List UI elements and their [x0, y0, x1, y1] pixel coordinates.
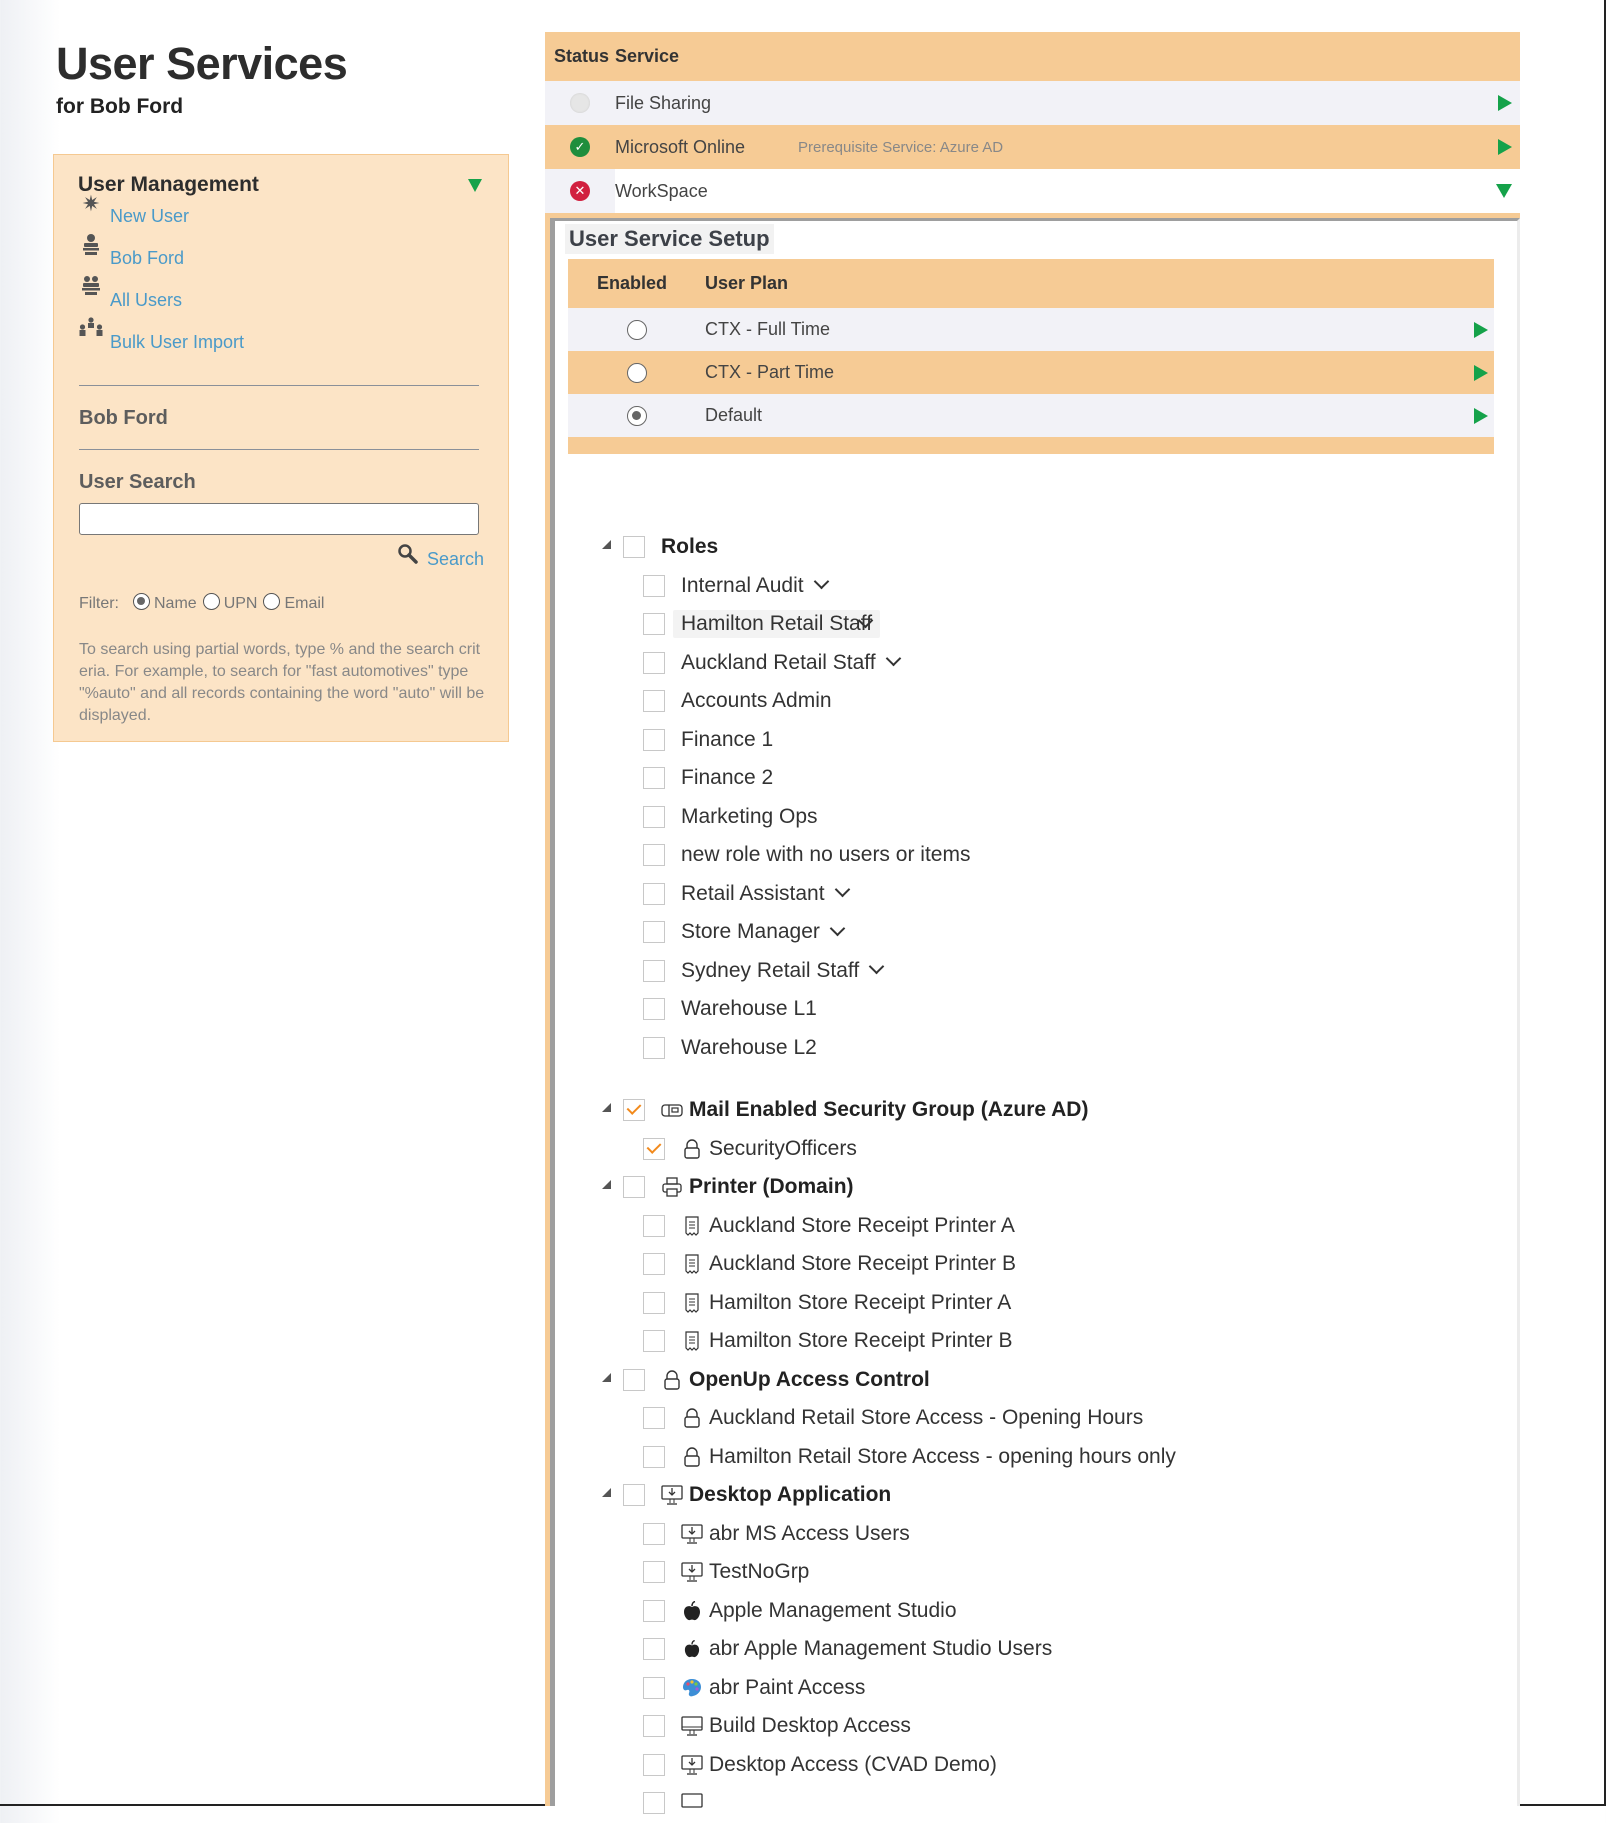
- all-users-label: All Users: [110, 290, 183, 310]
- tree-checkbox[interactable]: [643, 1330, 665, 1352]
- tree-item[interactable]: [590, 1592, 1490, 1631]
- plan-label: CTX - Full Time: [705, 319, 831, 339]
- tree-expand-icon[interactable]: [602, 1373, 611, 1382]
- service-row-file-sharing[interactable]: [545, 81, 1520, 125]
- tree-item[interactable]: [590, 1746, 1490, 1785]
- tree-checkbox[interactable]: [643, 1677, 665, 1699]
- tree-item[interactable]: [590, 567, 1490, 606]
- tree-item-label: Marketing Ops: [681, 804, 818, 828]
- chevron-down-icon[interactable]: [813, 574, 829, 590]
- lock-icon: [681, 1446, 703, 1468]
- tree-item-label: new role with no users or items: [681, 843, 971, 867]
- receipt-icon: [681, 1292, 703, 1314]
- tree-checkbox[interactable]: [643, 1446, 665, 1468]
- tree-item-label: Desktop Access (CVAD Demo): [709, 1752, 997, 1776]
- desktop-download-icon: [681, 1754, 703, 1776]
- tree-item[interactable]: [590, 1029, 1490, 1068]
- new-user-label: New User: [110, 206, 190, 226]
- tree-item[interactable]: [590, 644, 1490, 683]
- tree-item-label: Warehouse L1: [681, 997, 817, 1021]
- tree-checkbox[interactable]: [643, 1253, 665, 1275]
- tree-group-printer[interactable]: [590, 1168, 1490, 1207]
- divider: [79, 385, 479, 386]
- tree-item[interactable]: [590, 990, 1490, 1029]
- plan-row[interactable]: [568, 394, 1494, 437]
- tree-item-label: Accounts Admin: [681, 689, 832, 713]
- tree-item[interactable]: [590, 605, 1490, 644]
- tree-item[interactable]: [590, 682, 1490, 721]
- user-management-panel: [53, 154, 509, 742]
- tree-item-label: Sydney Retail Staff: [681, 958, 860, 982]
- user-search-heading: User Search: [79, 471, 196, 493]
- plan-radio[interactable]: [627, 320, 647, 340]
- tree-item-label: abr Paint Access: [709, 1675, 866, 1699]
- tree-group-roles[interactable]: [590, 528, 1490, 567]
- tree-checkbox[interactable]: [643, 575, 665, 597]
- bob-ford-label: Bob Ford: [110, 248, 185, 268]
- tree-item[interactable]: [590, 1399, 1490, 1438]
- tree-item[interactable]: [590, 798, 1490, 837]
- starburst-icon: ✷: [81, 191, 101, 216]
- tree-item-label: Finance 1: [681, 727, 774, 751]
- filter-email-radio[interactable]: [263, 593, 280, 610]
- desktop-download-icon: [681, 1561, 703, 1583]
- tree-item-label: Store Manager: [681, 920, 820, 944]
- tree-checkbox[interactable]: [643, 652, 665, 674]
- mailbox-icon: [661, 1099, 683, 1121]
- tree-item-label: Auckland Store Receipt Printer B: [709, 1252, 1016, 1276]
- apple-icon: [681, 1638, 703, 1660]
- tree-item[interactable]: [590, 1245, 1490, 1284]
- collapse-arrow-icon[interactable]: [1496, 184, 1512, 198]
- page-title: User Services: [56, 38, 348, 89]
- filter-email-label: Email: [284, 595, 325, 612]
- desktop-download-icon: [681, 1523, 703, 1545]
- user-service-setup-panel: [545, 213, 1520, 1806]
- expand-arrow-icon[interactable]: [1474, 365, 1488, 381]
- tree-item-label: Auckland Retail Staff: [681, 650, 876, 674]
- tree-item-label: Finance 2: [681, 766, 774, 790]
- user-plan-table: [568, 259, 1494, 454]
- filter-upn-label: UPN: [223, 595, 258, 612]
- tree-checkbox[interactable]: [643, 767, 665, 789]
- filter-name-label: Name: [154, 595, 197, 612]
- expand-arrow-icon[interactable]: [1498, 139, 1512, 155]
- tree-checkbox[interactable]: [643, 1523, 665, 1545]
- tree-group-label: Mail Enabled Security Group (Azure AD): [689, 1098, 1089, 1122]
- tree-item-label: Internal Audit: [681, 573, 804, 597]
- tree-expand-icon[interactable]: [602, 1180, 611, 1189]
- plan-radio[interactable]: [627, 363, 647, 383]
- paint-palette-icon: [681, 1677, 703, 1699]
- magnifier-icon: [397, 543, 419, 570]
- setup-title: User Service Setup: [565, 224, 774, 254]
- tree-checkbox[interactable]: [623, 536, 645, 558]
- service-name: WorkSpace: [615, 180, 708, 201]
- page-subtitle: for Bob Ford: [56, 95, 184, 118]
- tree-item-partial[interactable]: [590, 1784, 1490, 1823]
- services-table: [545, 32, 1520, 213]
- tree-checkbox[interactable]: [623, 1369, 645, 1391]
- tree-group-label: Printer (Domain): [689, 1175, 854, 1199]
- bob-ford-link[interactable]: [78, 243, 184, 269]
- tree-checkbox[interactable]: [643, 690, 665, 712]
- tree-expand-icon[interactable]: [602, 1488, 611, 1497]
- tree-item-label: Retail Assistant: [681, 881, 825, 905]
- tree-item-label: Hamilton Retail Store Access - opening hours only: [709, 1444, 1176, 1468]
- tree-item[interactable]: [590, 1515, 1490, 1554]
- tree-item-label: Hamilton Retail Staff: [673, 610, 880, 638]
- tree-item[interactable]: [590, 1630, 1490, 1669]
- tree-item-label: Apple Management Studio: [709, 1598, 957, 1622]
- tree-item[interactable]: [590, 1284, 1490, 1323]
- tree-checkbox[interactable]: [643, 1754, 665, 1776]
- tree-checkbox[interactable]: [643, 729, 665, 751]
- tree-checkbox[interactable]: [643, 613, 665, 635]
- new-user-link[interactable]: [78, 191, 190, 227]
- tree-checkbox[interactable]: [643, 1037, 665, 1059]
- tree-checkbox[interactable]: [643, 1215, 665, 1237]
- tree-item-label: Build Desktop Access: [709, 1714, 911, 1738]
- collapse-triangle-icon[interactable]: [468, 179, 482, 192]
- prerequisite-note: Prerequisite Service: Azure AD: [798, 138, 1004, 156]
- status-inactive-icon: [570, 93, 590, 113]
- tree-checkbox[interactable]: [643, 806, 665, 828]
- tree-checkbox[interactable]: [643, 960, 665, 982]
- tree-item[interactable]: [590, 759, 1490, 798]
- org-chart-icon: [78, 317, 104, 343]
- tree-item-label: SecurityOfficers: [709, 1136, 857, 1160]
- plan-table-header: [568, 259, 1494, 308]
- filter-name-radio[interactable]: [133, 593, 150, 610]
- tree-item[interactable]: [590, 875, 1490, 914]
- tree-item-label: Warehouse L2: [681, 1035, 817, 1059]
- desktop-icon: [681, 1792, 703, 1814]
- tree-checkbox[interactable]: [643, 883, 665, 905]
- tree-item[interactable]: [590, 952, 1490, 991]
- current-user-name: Bob Ford: [79, 407, 168, 429]
- tree-checkbox[interactable]: [643, 1292, 665, 1314]
- tree-checkbox[interactable]: [643, 1792, 665, 1814]
- tree-item-label: Auckland Store Receipt Printer A: [709, 1213, 1015, 1237]
- service-name: File Sharing: [615, 92, 712, 113]
- expand-arrow-icon[interactable]: [1474, 322, 1488, 338]
- bulk-user-import-label: Bulk User Import: [110, 332, 245, 352]
- lock-icon: [661, 1369, 683, 1391]
- plan-row[interactable]: [568, 351, 1494, 394]
- tree-item[interactable]: [590, 836, 1490, 875]
- tree-checkbox[interactable]: [643, 1600, 665, 1622]
- users-icon: [78, 275, 104, 301]
- receipt-icon: [681, 1215, 703, 1237]
- user-plan-column-header: User Plan: [705, 273, 789, 293]
- search-label: Search: [426, 549, 484, 569]
- search-button[interactable]: [397, 543, 484, 570]
- tree-group-label: OpenUp Access Control: [689, 1367, 930, 1391]
- tree-group-mail-security-group[interactable]: [590, 1091, 1490, 1130]
- user-management-heading: User Management: [78, 173, 259, 196]
- plan-row[interactable]: [568, 308, 1494, 351]
- tree-checkbox[interactable]: [643, 1407, 665, 1429]
- status-ok-icon: ✓: [570, 137, 590, 157]
- user-icon: [78, 233, 104, 259]
- tree-item-label: abr Apple Management Studio Users: [709, 1637, 1053, 1661]
- service-name: Microsoft Online: [615, 136, 746, 157]
- tree-item-label: Hamilton Store Receipt Printer B: [709, 1329, 1013, 1353]
- expand-arrow-icon[interactable]: [1474, 408, 1488, 424]
- desktop-icon: [681, 1715, 703, 1737]
- tree-item[interactable]: [590, 721, 1490, 760]
- all-users-link[interactable]: [78, 285, 182, 311]
- tree-item[interactable]: [590, 1207, 1490, 1246]
- tree-item[interactable]: [590, 1322, 1490, 1361]
- tree-item-label: TestNoGrp: [709, 1560, 810, 1584]
- tree-checkbox[interactable]: [623, 1484, 645, 1506]
- tree-item[interactable]: [590, 1438, 1490, 1477]
- tree-checkbox[interactable]: [623, 1099, 645, 1121]
- plan-radio[interactable]: [627, 406, 647, 426]
- search-help-text: To search using partial words, type % and the search criteria. For example, to search for "fast automotives" type "%auto" and all records containing the word "auto" will be displayed.: [79, 641, 485, 724]
- expand-arrow-icon[interactable]: [1498, 95, 1512, 111]
- tree-checkbox[interactable]: [643, 1715, 665, 1737]
- status-column-header: Status: [554, 46, 610, 66]
- tree-checkbox[interactable]: [643, 1138, 665, 1160]
- tree-group-label: Desktop Application: [689, 1483, 892, 1507]
- plan-table-footer: [568, 437, 1494, 454]
- divider: [79, 449, 479, 450]
- printer-icon: [661, 1176, 683, 1198]
- services-table-header: [545, 32, 1520, 81]
- chevron-down-icon[interactable]: [885, 651, 901, 667]
- apple-icon: [681, 1600, 703, 1622]
- user-search-input[interactable]: [79, 503, 479, 535]
- service-row-workspace[interactable]: [545, 169, 1520, 213]
- bulk-user-import-link[interactable]: [78, 327, 244, 353]
- receipt-icon: [681, 1330, 703, 1352]
- tree-checkbox[interactable]: [643, 921, 665, 943]
- plan-label: CTX - Part Time: [705, 362, 835, 382]
- tree-item-label: abr MS Access Users: [709, 1521, 910, 1545]
- filter-label: Filter:: [79, 595, 119, 612]
- service-row-microsoft-online[interactable]: [545, 125, 1520, 169]
- enabled-column-header: Enabled: [597, 273, 668, 293]
- tree-checkbox[interactable]: [643, 998, 665, 1020]
- lock-icon: [681, 1138, 703, 1160]
- tree-checkbox[interactable]: [643, 1561, 665, 1583]
- tree-checkbox[interactable]: [643, 1638, 665, 1660]
- tree-checkbox[interactable]: [623, 1176, 645, 1198]
- tree-item[interactable]: [590, 1669, 1490, 1708]
- tree-expand-icon[interactable]: [602, 1103, 611, 1112]
- search-filter: [79, 595, 324, 613]
- tree-group-openup-access-control[interactable]: [590, 1361, 1490, 1400]
- tree-checkbox[interactable]: [643, 844, 665, 866]
- service-column-header: Service: [615, 46, 680, 66]
- tree-expand-icon[interactable]: [602, 540, 611, 549]
- tree-item[interactable]: [590, 913, 1490, 952]
- tree-item[interactable]: [590, 1130, 1490, 1169]
- tree-item-label: Auckland Retail Store Access - Opening Hours: [709, 1406, 1144, 1430]
- receipt-icon: [681, 1253, 703, 1275]
- lock-icon: [681, 1407, 703, 1429]
- tree-group-label: Roles: [661, 535, 719, 559]
- plan-label: Default: [705, 405, 763, 425]
- status-error-icon: ✕: [570, 181, 590, 201]
- chevron-down-icon[interactable]: [834, 882, 850, 898]
- tree-group-desktop-application[interactable]: [590, 1476, 1490, 1515]
- chevron-down-icon[interactable]: [869, 959, 885, 975]
- chevron-down-icon[interactable]: [830, 920, 846, 936]
- resource-tree: [590, 528, 1490, 1823]
- tree-item[interactable]: [590, 1707, 1490, 1746]
- filter-upn-radio[interactable]: [203, 593, 220, 610]
- tree-item-label: Hamilton Store Receipt Printer A: [709, 1290, 1012, 1314]
- tree-item[interactable]: [590, 1553, 1490, 1592]
- desktop-download-icon: [661, 1484, 683, 1506]
